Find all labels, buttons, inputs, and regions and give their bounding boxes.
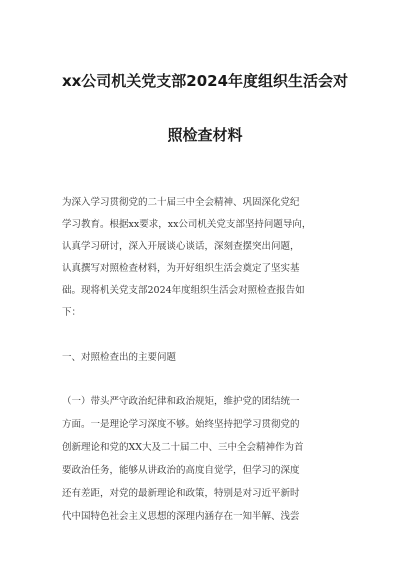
intro-line: 为深入学习贯彻党的二十届三中全会精神、巩固深化党纪 bbox=[62, 197, 300, 208]
paragraph-line: 还有差距，对党的最新理论和政策，特别是对习近平新时 bbox=[62, 488, 300, 499]
intro-line: 认真撰写对照检查材料，为开好组织生活会奠定了坚实基 bbox=[62, 263, 300, 274]
intro-paragraph bbox=[62, 194, 352, 334]
paragraph-line: 创新理论和党的XX大及二十届二中、三中全会精神作为首 bbox=[62, 442, 304, 453]
intro-line: 学习教育。根据xx要求，xx公司机关党支部坚持问题导向， bbox=[62, 219, 312, 230]
problem-paragraph bbox=[62, 393, 352, 543]
intro-line: 认真学习研讨，深入开展谈心谈话，深刻查摆突出问题， bbox=[62, 241, 300, 252]
paragraph-line: 方面。一是理论学习深度不够。始终坚持把学习贯彻党的 bbox=[62, 419, 300, 430]
paragraph-line: 代中国特色社会主义思想的深理内涵存在一知半解、浅尝 bbox=[62, 511, 300, 522]
intro-line: 础。现将机关党支部2024年度组织生活会对照检查报告如 bbox=[62, 285, 305, 296]
intro-line: 下： bbox=[62, 307, 82, 318]
document-title-line-2: 照检查材料 bbox=[167, 126, 243, 144]
section-heading: 一、对照检查出的主要问题 bbox=[62, 352, 177, 363]
paragraph-line: 要政治任务，能够从讲政治的高度自觉学，但学习的深度 bbox=[62, 465, 300, 476]
document-title-line-1: xx公司机关党支部2024年度组织生活会对 bbox=[61, 72, 349, 90]
paragraph-line: （一）带头严守政治纪律和政治规矩，维护党的团结统一 bbox=[62, 396, 300, 407]
